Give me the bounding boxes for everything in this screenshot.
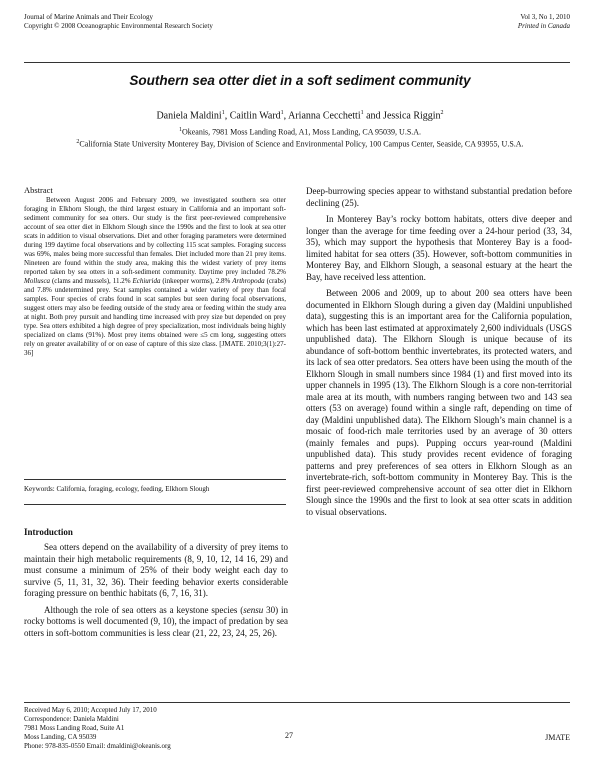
journal-copyright: Copyright © 2008 Oceanographic Environmental Research Society — [24, 22, 213, 30]
right-paragraph-0: Deep-burrowing species appear to withstand substantial predation before declining (25). — [306, 186, 572, 208]
paper-title: Southern sea otter diet in a soft sediment community — [129, 73, 471, 88]
affiliation-text: California State University Monterey Bay, Division of Science and Environmental Policy, 100 Campus Center, Seaside, CA 93955, U.S.A. — [79, 139, 524, 149]
address-line-2: Moss Landing, CA 95039 — [24, 733, 97, 741]
author-sup: 1 — [280, 110, 284, 116]
author-separator: and — [363, 110, 384, 122]
header-divider — [24, 62, 570, 63]
journal-header — [24, 13, 213, 31]
journal-name: Journal of Marine Animals and Their Ecology — [24, 13, 153, 21]
right-column — [306, 186, 572, 523]
author-name: Arianna Cecchetti — [288, 110, 361, 122]
taxon-echiurida: Echiurida — [132, 277, 161, 285]
author-name: Jessica Riggin — [383, 110, 441, 122]
printed-label: Printed in Canada — [517, 22, 570, 30]
taxon-mollusca: Mollusca — [24, 277, 51, 285]
correspondence: Correspondence: Daniela Maldini — [24, 715, 119, 723]
intro-heading: Introduction — [24, 527, 73, 537]
abstract-text: (clams and mussels), 11.2% — [50, 277, 133, 285]
abstract-text: (crabs) and 7.8% undetermined prey. Scat samples contained a wider variety of prey than focal samples. Four species of crabs found in scat samples but seen during focal observations, suggest otters may also be feeding outside of the study area or feeding within the study area at night. Both prey pursuit and handling time increased with prey size but depended on prey type. Sea otters exhibited a high degree of prey specialization, most individuals being highly specialized on clams (91%). Most prey items obtained were ≤5 cm long, suggesting otters rely on greater availability of or on ease of capture of this size class. [JMATE. 2010;3(1):27-36] — [24, 277, 286, 357]
sensu-term: sensu — [243, 604, 264, 615]
abstract-section — [24, 186, 286, 358]
author-sup: 1 — [221, 110, 225, 116]
contact-info: Phone: 978-835-0550 Email: dmaldini@okeanis.org — [24, 742, 171, 750]
keywords-bottom-rule — [24, 504, 286, 505]
issue-info — [518, 13, 570, 31]
address-line-1: 7981 Moss Landing Road, Suite A1 — [24, 724, 125, 732]
volume-label: Vol 3, No 1, 2010 — [520, 13, 570, 21]
abstract-text: (inkeeper worms), 2.8% — [160, 277, 233, 285]
author-separator: , — [224, 110, 230, 122]
intro-body — [24, 542, 288, 644]
affiliation-sup: 2 — [76, 139, 80, 145]
author-name: Caitlin Ward — [229, 110, 281, 122]
author-separator: , — [283, 110, 289, 122]
intro-text: 30) in rocky bottoms is well documented (9, 10), the impact of predation by sea otters in soft-bottom communities is less clear (21, 22, 23, 24, 25, 26). — [24, 604, 288, 638]
affiliation-sup: 1 — [178, 127, 182, 133]
keywords: Keywords: California, foraging, ecology, feeding, Elkhorn Slough — [24, 485, 210, 493]
page-number: 27 — [285, 731, 293, 740]
abstract-heading: Abstract — [24, 185, 53, 195]
taxon-arthropoda: Arthropoda — [232, 277, 265, 285]
intro-text: Although the role of sea otters as a keystone species ( — [44, 604, 244, 615]
abstract-body — [24, 196, 286, 358]
author-name: Daniela Maldini — [156, 110, 222, 122]
affiliation-2 — [30, 136, 570, 151]
footer-info — [24, 706, 171, 751]
author-sup: 2 — [440, 110, 444, 116]
affiliation-text: Okeanis, 7981 Moss Landing Road, A1, Moss Landing, CA 95039, U.S.A. — [181, 127, 422, 137]
keywords-top-rule — [24, 479, 286, 480]
right-paragraph-2: Between 2006 and 2009, up to about 200 sea otters have been documented in Elkhorn Slough during a given day (Maldini unpublished data), suggesting this is an important area for the California population, which has been last estimated at approximately 2,600 individuals (USGS unpublished data). The Elkhorn Slough is unique because of its abundance of soft-bottom benthic invertebrates, its protected waters, and its lack of sea otter predators. Sea otters have been using the mouth of the Elkhorn Slough in small numbers since 1984 (1) and first moved into its upper channels in 1995 (13). The Elkhorn Slough is a core non-territorial male area at its mouth, with numbers ranging between two and 143 sea otters (53 on average) found within a single raft, depending on time of day (Maldini unpublished data). The Elkhorn Slough’s main channel is a mosaic of food-rich male territories used by an average of 30 otters (mainly females and pups). Pupping occurs year-round (Maldini unpublished data). This study provides recent evidence of foraging patterns and prey preferences of sea otters in Elkhorn Slough as an invertebrate-rich, soft-bottom community in Monterey Bay. This is the first peer-reviewed comprehensive account of sea otter diet in Elkhorn Slough since the 1990s and the first to look at sea otter scats in addition to visual observations. — [306, 288, 572, 517]
right-paragraph-1: In Monterey Bay’s rocky bottom habitats, otters dive deeper and longer than the average for time feeding over a 24-hour period (33, 34, 35), which may support the hypothesis that Monterey Bay is a food-limited habitat for sea otters (35). However, soft-bottom communities in Monterey Bay, and Elkhorn Slough, a seasonal estuary at the heart the Bay, have received less attention. — [306, 214, 572, 282]
received-dates: Received May 6, 2010; Accepted July 17, 2010 — [24, 706, 157, 714]
footer-divider — [24, 702, 570, 703]
author-list — [0, 110, 600, 121]
journal-abbrev: JMATE — [545, 733, 570, 742]
intro-paragraph-1: Sea otters depend on the availability of a diversity of prey items to maintain their high metabolic requirements (8, 9, 10, 12, 14 16, 29) and must consume a minimum of 25% of their body weight each day to survive (5, 11, 31, 32, 36). Their feeding behavior exerts considerable foraging pressure on benthic habitats (6, 7, 16, 31). — [24, 542, 288, 598]
author-sup: 1 — [360, 110, 364, 116]
intro-paragraph-2 — [24, 605, 288, 640]
abstract-text: Between August 2006 and February 2009, we investigated southern sea otter foraging in Elkhorn Slough, the third largest estuary in California and an important soft-sediment community for sea otters. Our study is the first peer-reviewed comprehensive account of sea otter diet in Elkhorn Slough since the 1990s and the first to look at sea otter scats in addition to visual observations. Diet and other foraging parameters were determined during 199 daytime focal observations and by collecting 115 scat samples. Foraging success was 69%, males being more successful than females. Diet included more than 21 prey items. Nineteen are found within the study area, making this the widest variety of prey items reported taken by sea otters in a soft-sediment community. Daytime prey included 78.2% — [24, 196, 286, 276]
